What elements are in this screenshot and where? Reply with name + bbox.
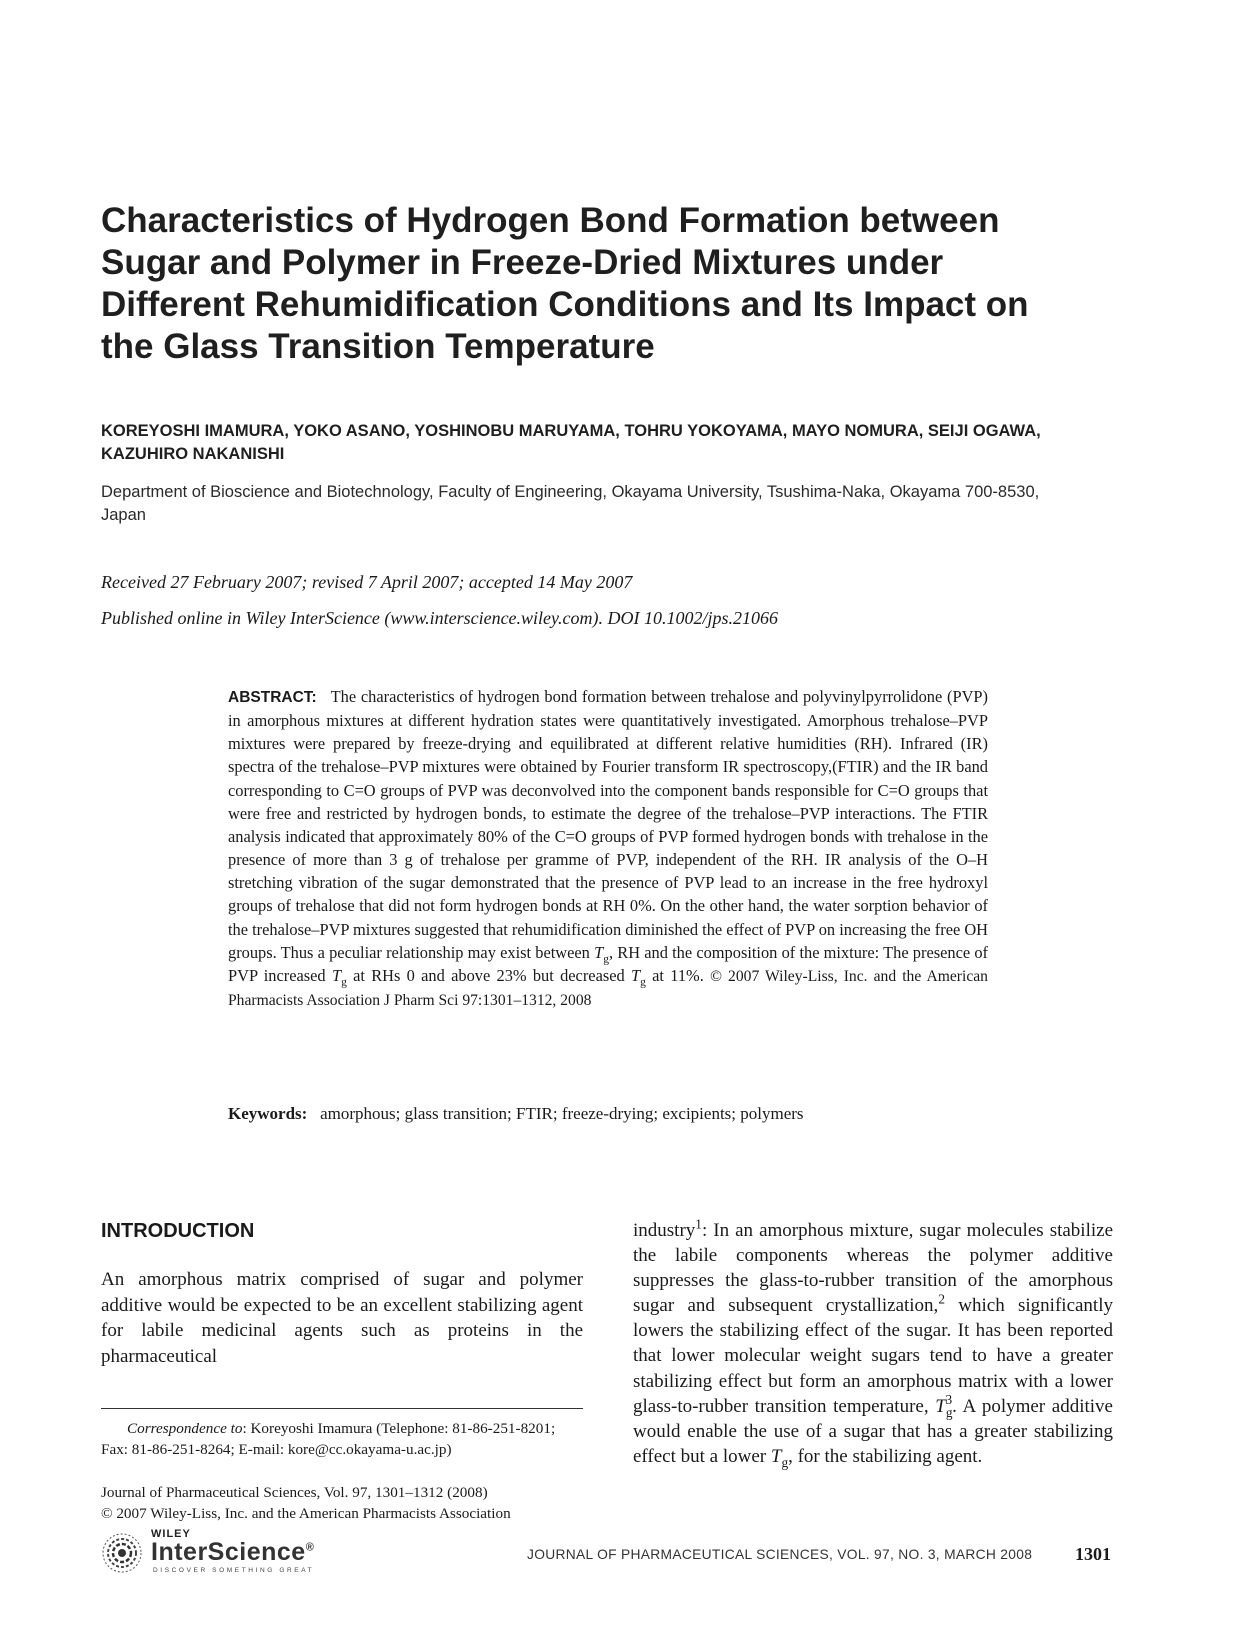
tg-symbol: T — [331, 965, 342, 985]
affiliation: Department of Bioscience and Biotechnology, Faculty of Engineering, Okayama University, Tsushima-Naka, Okayama 700-8530, Japan — [101, 483, 1040, 524]
abstract-text-2: , RH and the composition of the mixture: The presence of PVP increased — [228, 942, 988, 985]
abstract-text-1: The characteristics of hydrogen bond formation between trehalose and polyvinylpyrrolidone (PVP) in amorphous mixtures at different hydration states were quantitatively investigated. Amorphous trehalose–PVP mixtures were prepared by freeze-drying and equilibrated at different relative humidities (RH). Infrared (IR) spectra of the trehalose–PVP mixtures were obtained by Fourier transform IR spectroscopy,(FTIR) and the IR band corresponding to C=O groups of PVP was deconvolved into the component bands responsible for C=O groups that were free and restricted by hydrogen bonds, to estimate the degree of the trehalose–PVP interactions. The FTIR analysis indicated that approximately 80% of the C=O groups of PVP formed hydrogen bonds with trehalose in the presence of more than 3 g of trehalose per gramme of PVP, independent of the RH. IR analysis of the O–H stretching vibration of the sugar demonstrated that the presence of PVP lead to an increase in the free hydroxyl groups of trehalose that did not form hydrogen bonds at RH 0%. On the other hand, the water sorption behavior of the trehalose–PVP mixtures suggested that rehumidification diminished the effect of PVP on increasing the free OH groups. Thus a peculiar relationship may exist between — [228, 687, 989, 962]
logo-tagline: DISCOVER SOMETHING GREAT — [153, 1567, 315, 1574]
tg-subscript: g — [603, 953, 609, 965]
keywords — [228, 1102, 1018, 1125]
abstract-text-4: at 11%. — [652, 965, 704, 985]
body-text-right-column: industry$^1$: In an amorphous mixture, sugar molecules stabilize the labile components whereas the polymer additive suppresses the glass-to-rubber transition of the amorphous sugar and subsequent crystallization,$^2$ which significantly lowers the stabilizing effect of the sugar. It has been reported that lower molecular weight sugars tend to have a greater stabilizing effect but form an amorphous matrix with a lower glass-to-rubber transition temperature, $T_g^3$. A polymer additive would enable the use of a sugar that has a greater stabilizing effect but a lower $T_g$, for the stabilizing agent. — [633, 1216, 1113, 1470]
received-dates: Received 27 February 2007; revised 7 April 2007; accepted 14 May 2007 — [101, 572, 633, 592]
abstract-text-3: at RHs 0 and above 23% but decreased — [353, 965, 625, 985]
footnote-divider — [101, 1408, 583, 1409]
tg-subscript: g — [781, 1454, 789, 1470]
body-text: industry — [633, 1220, 696, 1241]
copyright-notice: © 2007 Wiley-Liss, Inc. and the American Pharmacists Association — [101, 1505, 511, 1522]
journal-citation: Journal of Pharmaceutical Sciences, Vol. 97, 1301–1312 (2008) — [101, 1484, 488, 1501]
tg-subscript: g — [341, 976, 347, 989]
tg-symbol: T — [594, 942, 604, 962]
section-heading-introduction: INTRODUCTION — [101, 1220, 255, 1242]
abstract-copyright: © 2007 Wiley-Liss, Inc. and the American Pharmacists Association J Pharm Sci 97:1301–1312, 2008 — [228, 967, 988, 1010]
keywords-text: amorphous; glass transition; FTIR; freeze-drying; excipients; polymers — [320, 1104, 804, 1123]
tg-symbol: T — [770, 1445, 782, 1467]
body-text: A polymer additive would enable the use of a sugar that has a greater stabilizing effect but a lower — [633, 1395, 1113, 1467]
wiley-interscience-logo — [101, 1528, 341, 1578]
interscience-globe-icon — [101, 1532, 143, 1574]
reference-2: 2 — [938, 1291, 945, 1307]
wiley-wordmark: WILEY — [151, 1528, 191, 1540]
body-text: which significantly lowers the stabilizing effect of the sugar. It has been reported that lower molecular weight sugars tend to have a greater stabilizing effect but form an amorphous matrix with a lower glass-to-rubber transition temperature, — [633, 1295, 1113, 1417]
tg-subscript: g — [945, 1404, 953, 1420]
tg-subscript: g — [640, 976, 646, 989]
reference-3: 3 — [945, 1392, 953, 1408]
abstract — [228, 685, 988, 1012]
correspondence-footnote — [101, 1418, 583, 1460]
reference-1: 1 — [695, 1216, 702, 1232]
publication-info: Published online in Wiley InterScience (www.interscience.wiley.com). DOI 10.1002/jps.21066 — [101, 608, 779, 628]
tg-symbol: T — [631, 965, 641, 985]
journal-footnote — [101, 1482, 591, 1524]
running-footer: JOURNAL OF PHARMACEUTICAL SCIENCES, VOL. 97, NO. 3, MARCH 2008 — [527, 1547, 1033, 1562]
abstract-label: ABSTRACT: — [228, 689, 317, 706]
interscience-wordmark: InterScience® — [151, 1538, 315, 1566]
author-list: KOREYOSHI IMAMURA, YOKO ASANO, YOSHINOBU MARUYAMA, TOHRU YOKOYAMA, MAYO NOMURA, SEIJI OGAWA, KAZUHIRO NAKANISHI — [101, 422, 1041, 463]
tg-symbol: T — [935, 1395, 946, 1417]
keywords-label: Keywords: — [228, 1104, 308, 1123]
article-title: Characteristics of Hydrogen Bond Formation between Sugar and Polymer in Freeze-Dried Mixtures under Different Rehumidification Conditions and Its Impact on the Glass Transition Temperature — [101, 201, 1029, 366]
body-text: : In an amorphous mixture, sugar molecules stabilize the labile components whereas the polymer additive suppresses the glass-to-rubber transition of the amorphous sugar and subsequent crystallization, — [633, 1220, 1113, 1317]
correspondence-details: : Koreyoshi Imamura (Telephone: 81-86-251-8201; Fax: 81-86-251-8264; E-mail: kore@cc.okayama-u.ac.jp) — [101, 1420, 556, 1458]
body-text: , for the stabilizing agent. — [788, 1445, 983, 1467]
body-text-left-column: An amorphous matrix comprised of sugar and polymer additive would be expected to be an excellent stabilizing agent for labile medicinal agents such as proteins in the pharmaceutical — [101, 1269, 583, 1367]
correspondence-label: Correspondence to — [127, 1420, 243, 1437]
page-number: 1301 — [1075, 1544, 1111, 1564]
